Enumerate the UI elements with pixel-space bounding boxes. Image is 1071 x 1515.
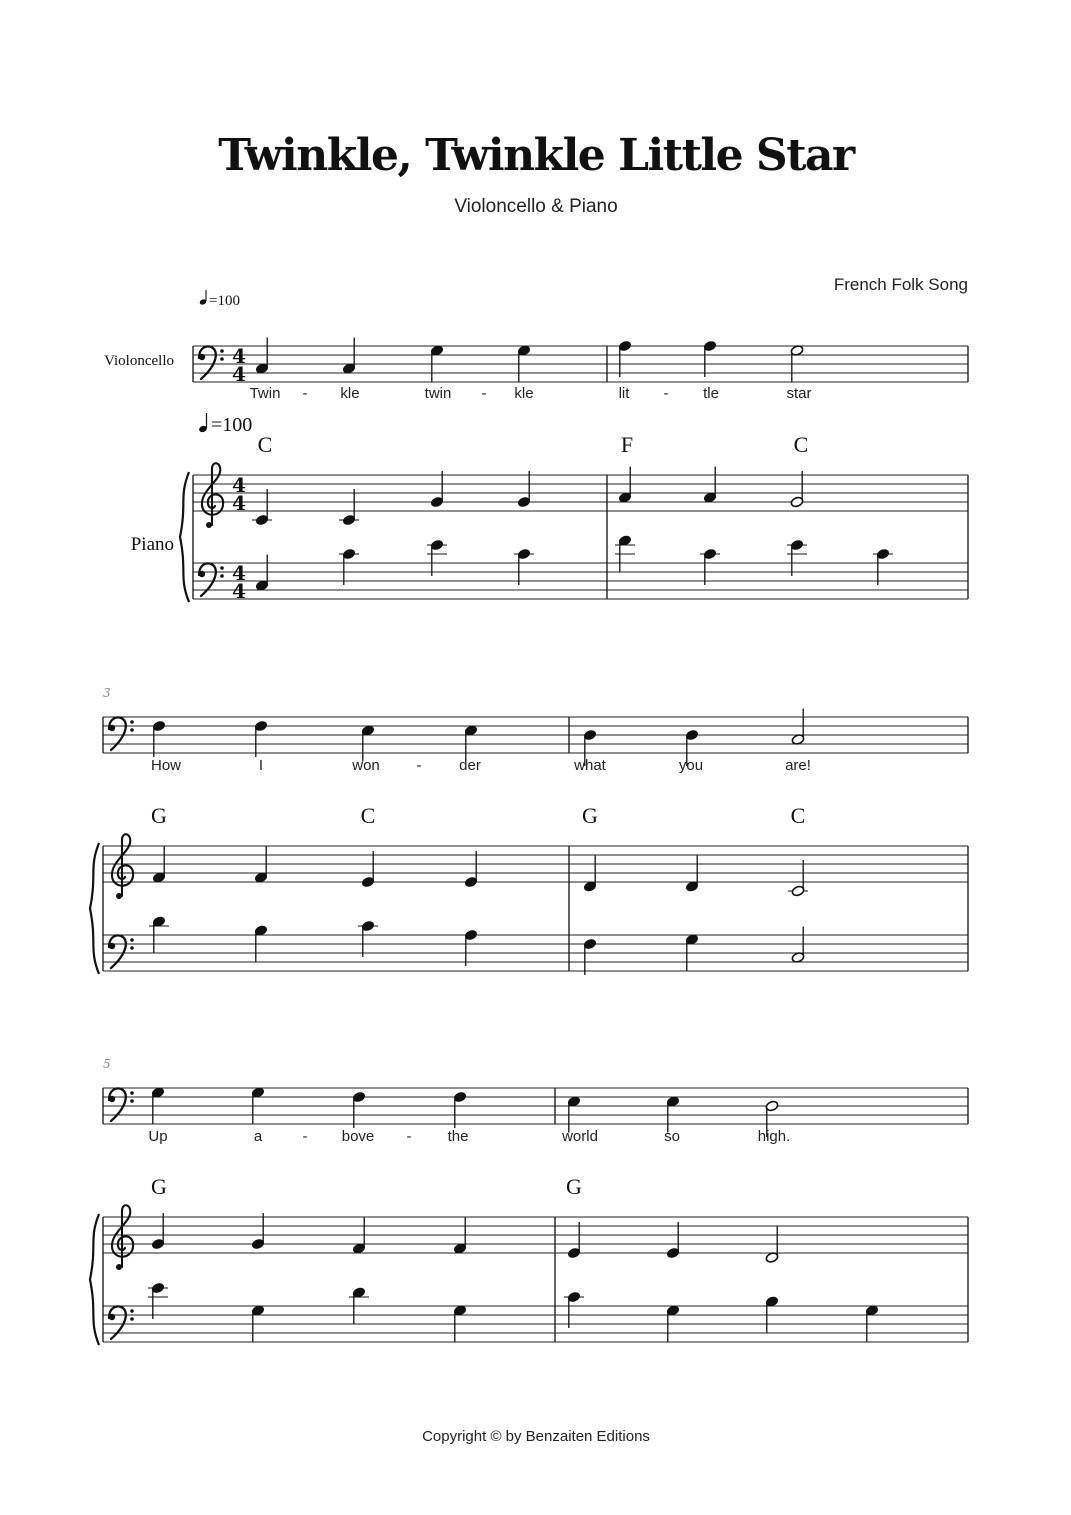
bass-clef-head (109, 943, 115, 949)
lyric-syllable: kle (340, 385, 360, 402)
instrument-label-piano: Piano (130, 534, 174, 555)
lyric-syllable: bove (341, 1128, 375, 1145)
piano-lh-note (251, 1305, 265, 1342)
cello-note (254, 720, 268, 757)
bass-clef-head (109, 1096, 115, 1102)
lyric-syllable: won (352, 757, 380, 774)
treble-clef-body (112, 1205, 133, 1267)
piano-rh-note (790, 471, 804, 508)
treble-clef-tail (206, 522, 212, 528)
bass-clef-dot (130, 1091, 134, 1095)
piano-rh-note (152, 847, 166, 884)
bass-clef-head (109, 725, 115, 731)
bass-clef-icon (199, 563, 224, 596)
lyric-syllable: - (302, 1128, 308, 1145)
piano-tempo-value: =100 (211, 414, 253, 436)
score-subtitle: Violoncello & Piano (454, 196, 618, 217)
chord-symbol: F (620, 432, 634, 457)
piano-rh-note (517, 471, 531, 508)
piano-rh-note (765, 1227, 779, 1264)
lyric-syllable: der (459, 757, 481, 774)
piano-rh-note (464, 851, 478, 888)
bass-clef-dot (130, 938, 134, 942)
piano-rh-note (703, 467, 717, 504)
chord-symbol: C (793, 432, 809, 457)
lyric-syllable: the (447, 1128, 469, 1145)
bass-clef-icon (109, 1306, 134, 1339)
piano-rh-note (151, 1213, 165, 1250)
lyric-syllable: - (406, 1128, 412, 1145)
bass-clef-dot (130, 1309, 134, 1313)
measure-number: 5 (103, 1057, 111, 1071)
time-signature-beats: 4 (232, 561, 246, 585)
piano-lh-note (464, 929, 478, 966)
piano-lh-note (765, 1296, 779, 1333)
piano-lh-note (254, 925, 268, 962)
lyric-syllable: are! (785, 757, 811, 774)
cello-note (255, 338, 269, 375)
chord-symbol: G (582, 803, 598, 828)
piano-lh-note (514, 548, 534, 585)
treble-clef-icon (112, 834, 133, 899)
cello-note (618, 340, 632, 377)
bass-clef-dot (130, 1317, 134, 1321)
copyright-notice: Copyright © by Benzaiten Editions (422, 1428, 650, 1445)
bass-clef-dot (220, 574, 224, 578)
lyric-syllable: world (562, 1128, 598, 1145)
bass-clef-dot (220, 357, 224, 361)
bass-clef-dot (220, 349, 224, 353)
cello-tempo-value: =100 (209, 293, 240, 309)
bass-clef-body (109, 1088, 126, 1121)
lyric-syllable: star (786, 385, 812, 402)
piano-lh-note (666, 1305, 680, 1342)
piano-lh-note (255, 555, 269, 592)
piano-rh-note (251, 1213, 265, 1250)
lyric-syllable: Up (148, 1128, 168, 1145)
piano-rh-note (352, 1218, 366, 1255)
piano-rh-note (583, 856, 597, 893)
piano-rh-note (618, 467, 632, 504)
cello-note (791, 709, 805, 746)
time-signature-beats: 4 (232, 473, 246, 497)
chord-symbol: G (151, 803, 167, 828)
chord-symbol: G (566, 1174, 582, 1199)
lyric-syllable: - (416, 757, 422, 774)
bass-clef-body (109, 935, 126, 968)
piano-lh-note (149, 916, 169, 953)
piano-rh-note (430, 471, 444, 508)
bass-clef-icon (109, 717, 134, 750)
piano-lh-note (358, 920, 378, 957)
lyric-syllable: - (481, 385, 487, 402)
piano-lh-note (564, 1291, 584, 1328)
lyric-syllable: Twin (249, 385, 281, 402)
lyric-syllable: twin (424, 385, 452, 402)
piano-lh-note (865, 1305, 879, 1342)
bass-clef-head (199, 571, 205, 577)
bass-clef-dot (130, 1099, 134, 1103)
piano-rh-note (254, 847, 268, 884)
lyric-syllable: tle (703, 385, 719, 402)
piano-rh-note (685, 856, 699, 893)
time-signature-unit: 4 (232, 491, 246, 515)
piano-tempo-marking (198, 413, 252, 436)
cello-note (352, 1091, 366, 1128)
bass-clef-dot (130, 946, 134, 950)
piano-lh-note (873, 548, 893, 585)
cello-note (152, 720, 166, 757)
time-signature-unit: 4 (232, 362, 246, 386)
bass-clef-dot (130, 728, 134, 732)
lyric-syllable: so (664, 1128, 680, 1145)
bass-clef-dot (220, 566, 224, 570)
bass-clef-icon (199, 346, 224, 379)
bass-clef-body (199, 346, 216, 379)
lyric-syllable: - (302, 385, 308, 402)
cello-note (430, 345, 444, 382)
bass-clef-body (109, 1306, 126, 1339)
chord-symbol: C (257, 432, 273, 457)
time-signature-unit: 4 (232, 579, 246, 603)
bass-clef-icon (109, 935, 134, 968)
cello-note (703, 340, 717, 377)
piano-lh-note (453, 1305, 467, 1342)
piano-rh-note (666, 1222, 680, 1259)
piano-lh-note (148, 1282, 168, 1319)
piano-lh-note (787, 539, 807, 576)
piano-rh-note (252, 489, 272, 526)
chord-symbol: G (151, 1174, 167, 1199)
composer-credit: French Folk Song (833, 275, 968, 294)
lyric-syllable: high. (757, 1128, 791, 1145)
lyric-syllable: - (663, 385, 669, 402)
bass-clef-head (109, 1314, 115, 1320)
treble-clef-body (202, 463, 223, 525)
cello-note (251, 1087, 265, 1124)
bass-clef-dot (130, 720, 134, 724)
piano-rh-note (788, 860, 808, 897)
lyric-syllable: I (258, 757, 264, 774)
piano-lh-note (700, 548, 720, 585)
piano-lh-note (791, 927, 805, 964)
score-title: Twinkle, Twinkle Little Star (218, 130, 854, 181)
lyric-syllable: a (253, 1128, 263, 1145)
cello-note (666, 1096, 680, 1133)
piano-rh-note (453, 1218, 467, 1255)
piano-brace (90, 843, 99, 974)
instrument-label-cello: Violoncello (104, 353, 174, 369)
bass-clef-body (199, 563, 216, 596)
treble-clef-tail (116, 1264, 122, 1270)
treble-clef-body (112, 834, 133, 896)
piano-brace (180, 472, 189, 602)
cello-note (790, 345, 804, 382)
bass-clef-icon (109, 1088, 134, 1121)
chord-symbol: C (790, 803, 806, 828)
lyric-syllable: How (150, 757, 182, 774)
measure-number: 3 (103, 686, 111, 700)
cello-note (567, 1096, 581, 1133)
lyric-syllable: lit (618, 385, 630, 402)
piano-brace (90, 1214, 99, 1345)
cello-note (464, 725, 478, 762)
cello-note (453, 1091, 467, 1128)
piano-lh-note (685, 934, 699, 971)
piano-rh-note (361, 851, 375, 888)
lyric-syllable: what (574, 757, 606, 774)
piano-rh-note (339, 489, 359, 526)
treble-clef-tail (116, 893, 122, 899)
time-signature-beats: 4 (232, 344, 246, 368)
bass-clef-head (199, 354, 205, 360)
cello-note (517, 345, 531, 382)
cello-note (342, 338, 356, 375)
piano-lh-note (583, 938, 597, 975)
piano-rh-note (567, 1222, 581, 1259)
piano-lh-note (615, 535, 635, 572)
lyric-syllable: kle (514, 385, 534, 402)
cello-note (361, 725, 375, 762)
cello-note (151, 1087, 165, 1124)
chord-symbol: C (360, 803, 376, 828)
bass-clef-body (109, 717, 126, 750)
cello-tempo-marking (199, 290, 240, 309)
treble-clef-icon (112, 1205, 133, 1270)
treble-clef-icon (202, 463, 223, 528)
piano-lh-note (349, 1287, 369, 1324)
lyric-syllable: you (678, 757, 704, 774)
piano-lh-note (427, 539, 447, 576)
piano-lh-note (339, 548, 359, 585)
